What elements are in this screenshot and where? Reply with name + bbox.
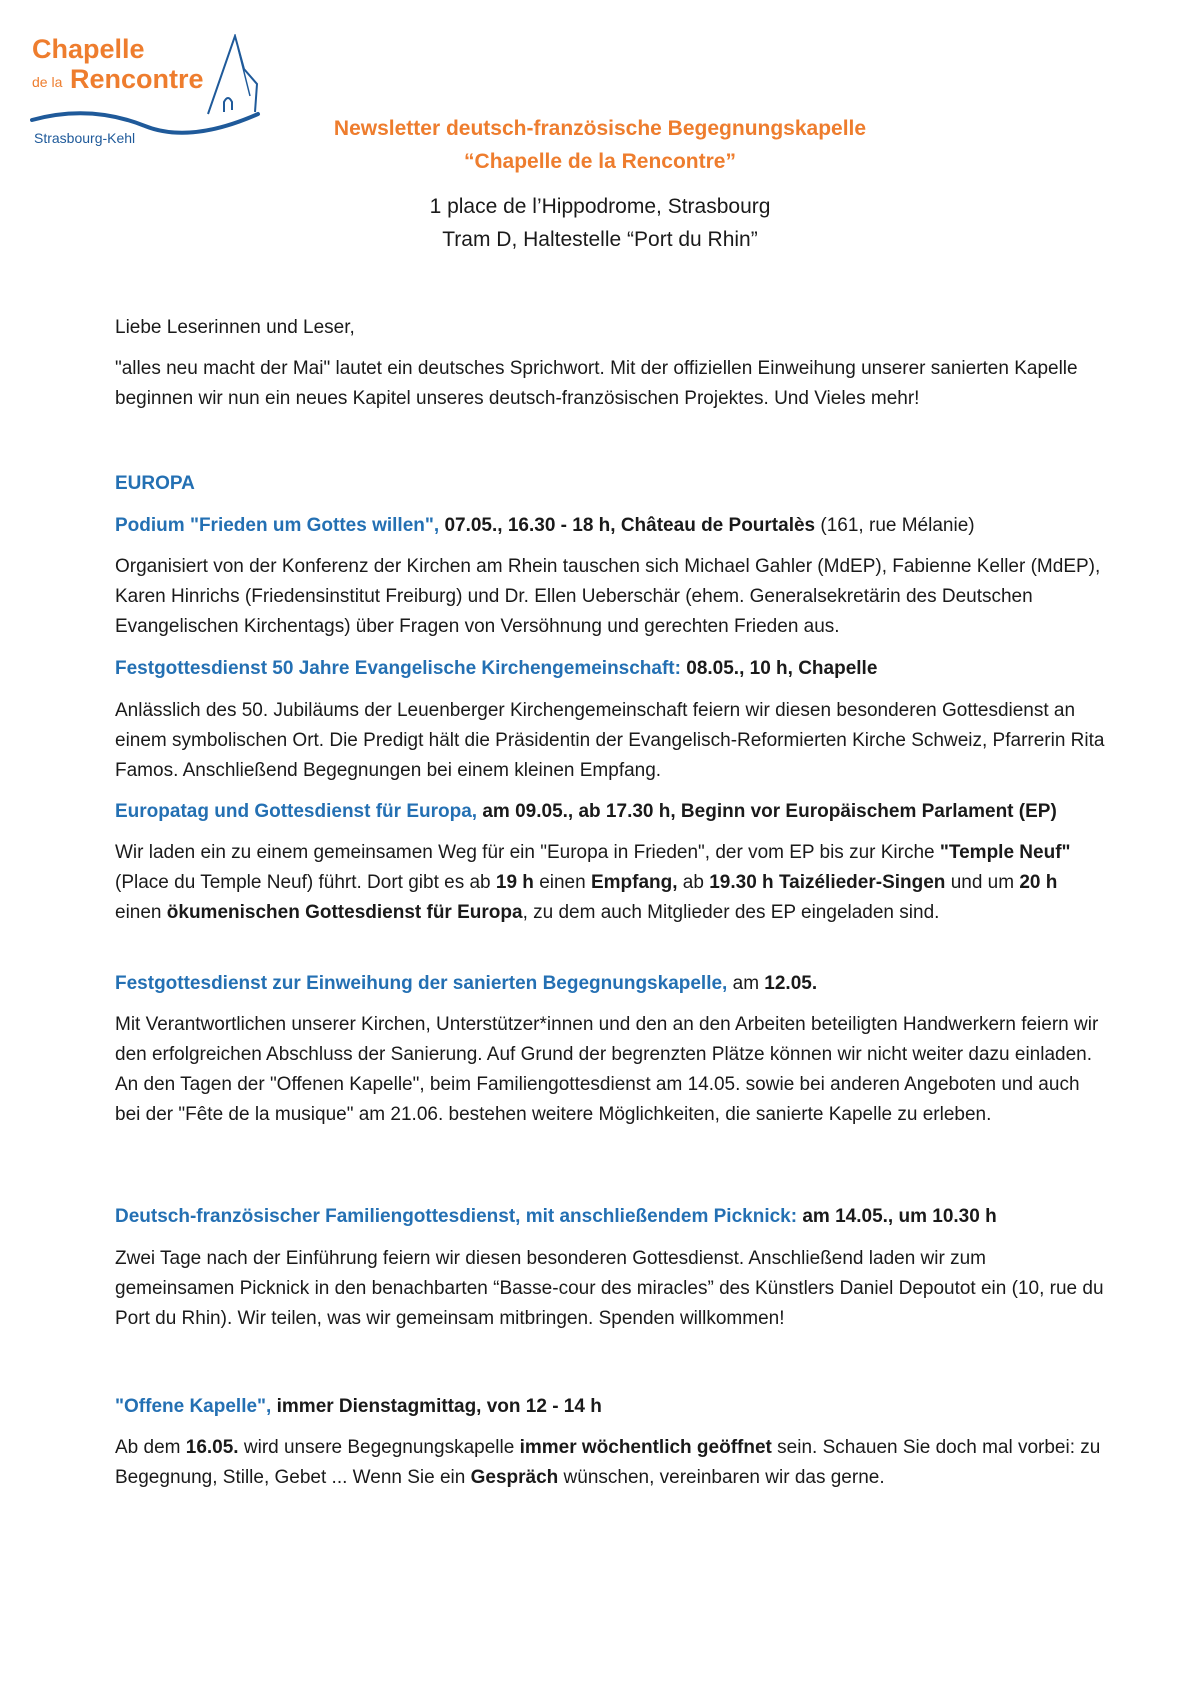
event-title: Festgottesdienst zur Einweihung der sanierten Begegnungskapelle, — [115, 973, 728, 994]
text-run: Ab dem — [115, 1437, 186, 1458]
bold-run: 20 h — [1019, 872, 1058, 893]
text-run: wird unsere Begegnungskapelle — [238, 1437, 520, 1458]
event-date: immer Dienstagmittag, von 12 - 14 h — [271, 1396, 602, 1417]
bold-run: immer wöchentlich geöffnet — [519, 1437, 772, 1458]
event-europatag-text — [115, 838, 1105, 928]
address-line-1: 1 place de l’Hippodrome, Strasbourg — [429, 195, 771, 218]
address-line-2: Tram D, Haltestelle “Port du Rhin” — [442, 228, 758, 251]
event-title: "Offene Kapelle", — [115, 1396, 272, 1417]
bold-run: 16.05. — [185, 1437, 239, 1458]
text-run: und um — [945, 872, 1020, 893]
event-am: am — [727, 973, 765, 994]
event-location: (161, rue Mélanie) — [815, 515, 975, 536]
event-title: Deutsch-französischer Familiengottesdienst, mit anschließendem Picknick: — [115, 1206, 798, 1227]
event-title: Podium "Frieden um Gottes willen", — [115, 515, 440, 536]
bold-run: 19.30 h Taizélieder-Singen — [709, 872, 946, 893]
event-familiengottesdienst-heading — [115, 1202, 1105, 1232]
event-podium-text: Organisiert von der Konferenz der Kirchen am Rhein tauschen sich Michael Gahler (MdEP), Fabienne Keller (MdEP), Karen Hinrichs (Friedensinstitut Freiburg) und Dr. Ellen Ueberschär (ehem. Generalsekretärin des Deutschen Evangelischen Kirchentags) über Fragen von Versöhnung und gerechten Frieden aus. — [115, 556, 1101, 637]
event-podium-heading — [115, 511, 1105, 541]
event-date: am 14.05., um 10.30 h — [797, 1206, 997, 1227]
text-run: sein. Schauen Sie doch mal vorbei: zu Begegnung, Stille, Gebet ... Wenn Sie ein — [115, 1437, 1101, 1488]
event-title: Europatag und Gottesdienst für Europa, — [115, 801, 478, 822]
text-run: wünschen, vereinbaren wir das gerne. — [558, 1467, 885, 1488]
logo-chapelle: Chapelle — [32, 34, 145, 64]
intro-paragraph: "alles neu macht der Mai" lautet ein deutsches Sprichwort. Mit der offiziellen Einweihung unserer sanierten Kapelle beginnen wir nun ein neues Kapitel unseres deutsch-französischen Projektes. Und Vieles mehr! — [115, 358, 1078, 409]
bold-run: Empfang, — [590, 872, 678, 893]
event-einweihung-heading — [115, 969, 1105, 999]
text-run: einen — [115, 902, 167, 923]
event-date: 08.05., 10 h, Chapelle — [680, 658, 878, 679]
event-festgottesdienst-text: Anlässlich des 50. Jubiläums der Leuenberger Kirchengemeinschaft feiern wir diesen besonderen Gottesdienst an einem symbolischen Ort. Die Predigt hält die Präsidentin der Evangelisch-Reformierten Kirche Schweiz, Pfarrerin Rita Famos. Anschließend Begegnungen bei einem kleinen Empfang. — [115, 700, 1105, 781]
event-offene-kapelle-text — [115, 1433, 1105, 1493]
text-run: , zu dem auch Mitglieder des EP eingeladen sind. — [522, 902, 940, 923]
text-run: (Place du Temple Neuf) führt. Dort gibt es ab — [115, 872, 496, 893]
event-date: 07.05., 16.30 - 18 h, Château de Pourtalès — [439, 515, 816, 536]
event-einweihung-text: Mit Verantwortlichen unserer Kirchen, Unterstützer*innen und den an den Arbeiten beteiligten Handwerkern feiern wir den erfolgreichen Abschluss der Sanierung. Auf Grund der begrenzten Plätze können wir nicht weiter dazu einladen. An den Tagen der "Offenen Kapelle", beim Familiengottesdienst am 14.05. sowie bei anderen Angeboten und auch bei der "Fête de la musique" am 21.06. bestehen weitere Möglichkeiten, die sanierte Kapelle zu erleben. — [115, 1014, 1099, 1125]
greeting: Liebe Leserinnen und Leser, — [115, 317, 355, 338]
bold-run: ökumenischen Gottesdienst für Europa — [166, 902, 523, 923]
newsletter-title: Newsletter deutsch-französische Begegnungskapelle — [333, 117, 867, 140]
newsletter-subtitle: “Chapelle de la Rencontre” — [464, 150, 736, 173]
logo-city: Strasbourg-Kehl — [34, 130, 136, 146]
text-run: ab — [677, 872, 710, 893]
event-title: Festgottesdienst 50 Jahre Evangelische Kirchengemeinschaft: — [115, 658, 681, 679]
bold-run: Gespräch — [470, 1467, 559, 1488]
bold-run: 19 h — [495, 872, 534, 893]
text-run: Wir laden ein zu einem gemeinsamen Weg für ein "Europa in Frieden", der vom EP bis zur Kirche — [115, 842, 940, 863]
event-date: am 09.05., ab 17.30 h, Beginn vor Europäischem Parlament (EP) — [477, 801, 1057, 822]
event-europatag-heading — [115, 797, 1105, 827]
bold-run: "Temple Neuf" — [939, 842, 1071, 863]
text-run: einen — [533, 872, 591, 893]
event-offene-kapelle-heading — [115, 1392, 1105, 1422]
logo-de-la: de la — [32, 74, 63, 90]
event-date: 12.05. — [764, 973, 818, 994]
event-familiengottesdienst-text: Zwei Tage nach der Einführung feiern wir diesen besonderen Gottesdienst. Anschließend laden wir zum gemeinsamen Picknick in den benachbarten “Basse-cour des miracles” des Künstlers Daniel Depoutot ein (10, rue du Port du Rhin). Wir teilen, was wir gemeinsam mitbringen. Spenden willkommen! — [115, 1248, 1104, 1329]
logo-rencontre: Rencontre — [70, 64, 204, 94]
event-festgottesdienst-heading — [115, 654, 1105, 684]
section-heading-europa: EUROPA — [115, 473, 195, 494]
